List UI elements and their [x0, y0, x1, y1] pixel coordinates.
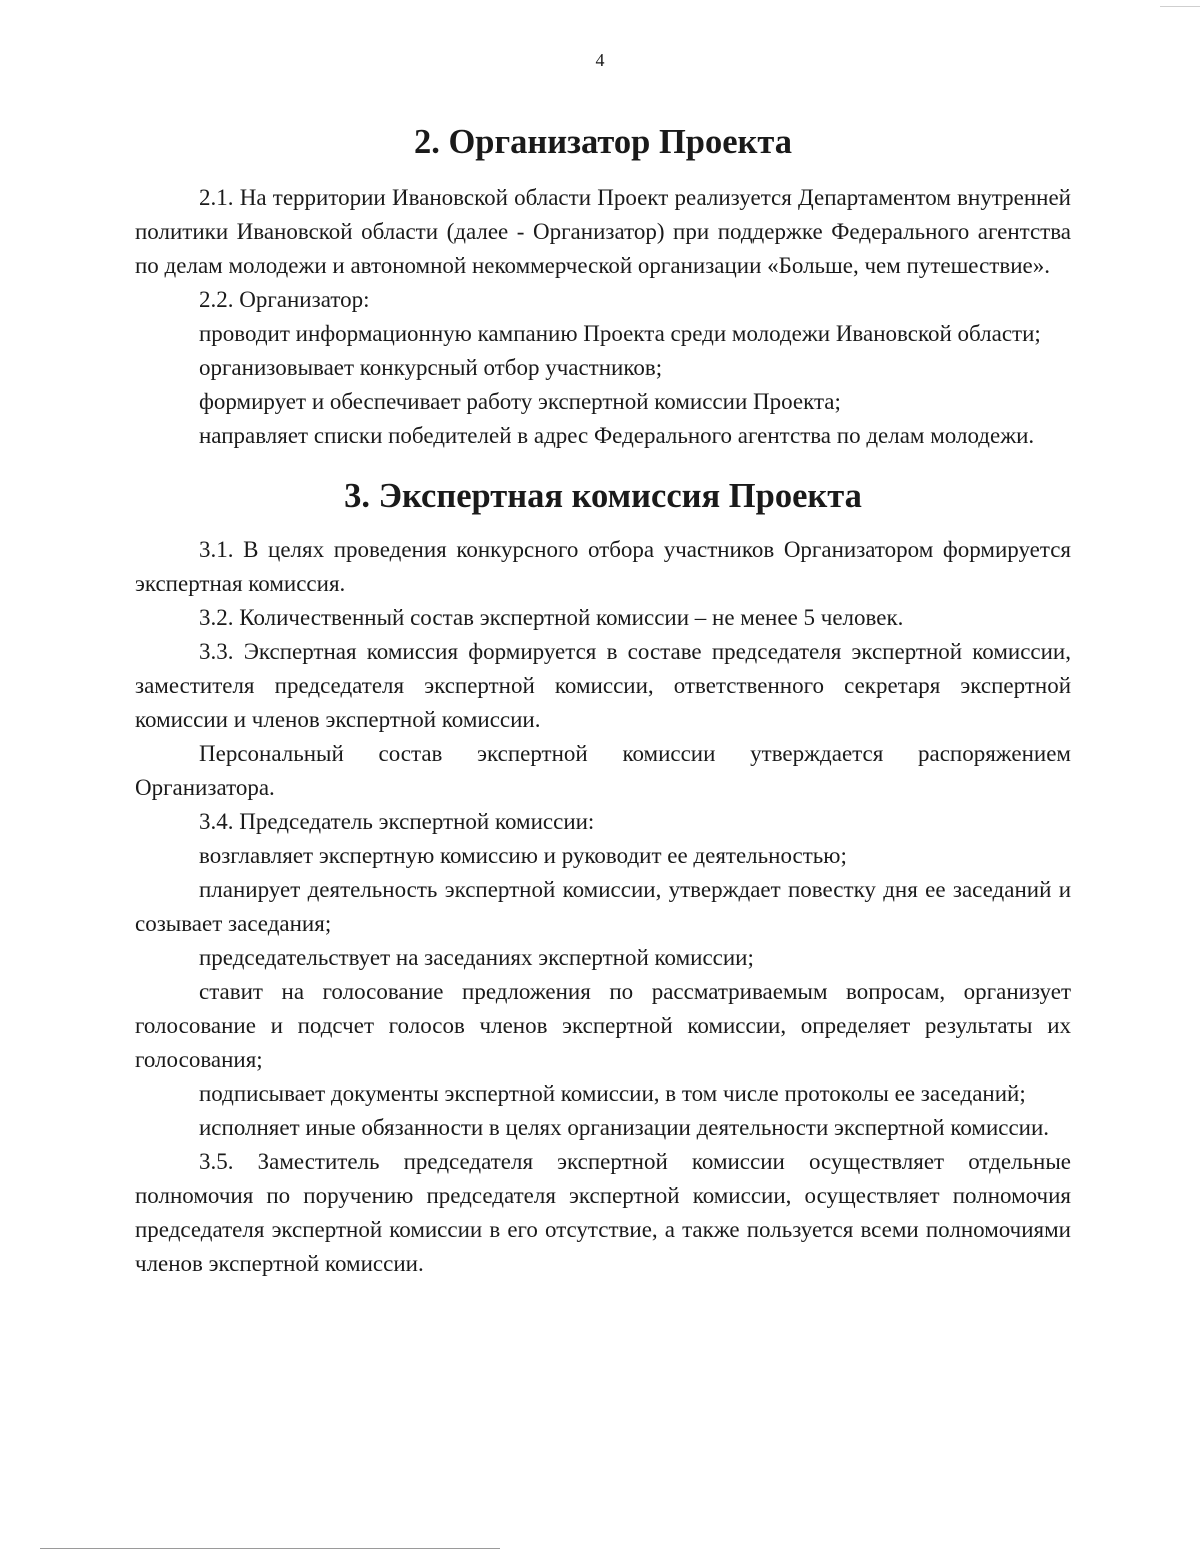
- paragraph: направляет списки победителей в адрес Федерального агентства по делам молодежи.: [199, 423, 1035, 448]
- section-organizer-body: [135, 181, 1071, 453]
- paragraph: подписывает документы экспертной комиссии, в том числе протоколы ее заседаний;: [199, 1081, 1026, 1106]
- paragraph: 3.2. Количественный состав экспертной комиссии – не менее 5 человек.: [199, 605, 904, 630]
- paragraph: исполняет иные обязанности в целях организации деятельности экспертной комиссии.: [199, 1115, 1050, 1140]
- paragraph: 3.3. Экспертная комиссия формируется в составе председателя экспертной комиссии, заместителя председателя экспертной комиссии, ответственного секретаря экспертной комиссии и членов экспертной комиссии.: [135, 639, 1071, 732]
- paragraph: возглавляет экспертную комиссию и руководит ее деятельностью;: [199, 843, 847, 868]
- paragraph: Персональный состав экспертной комиссии утверждается распоряжением Организатора.: [135, 741, 1071, 800]
- document-body: [135, 125, 1071, 1281]
- paragraph: 3.1. В целях проведения конкурсного отбора участников Организатором формируется экспертная комиссия.: [135, 537, 1071, 596]
- paragraph: 2.2. Организатор:: [199, 287, 370, 312]
- section-heading-expert-commission: 3. Экспертная комиссия Проекта: [344, 477, 862, 515]
- section-heading-organizer: 2. Организатор Проекта: [413, 123, 793, 161]
- paragraph: планирует деятельность экспертной комиссии, утверждает повестку дня ее заседаний и созывает заседания;: [135, 877, 1071, 936]
- paragraph: организовывает конкурсный отбор участников;: [199, 355, 663, 380]
- paragraph: 3.5. Заместитель председателя экспертной комиссии осуществляет отдельные полномочия по поручению председателя экспертной комиссии, осуществляет полномочия председателя экспертной комиссии в его отсутствие, а также пользуется всеми полномочиями членов экспертной комиссии.: [135, 1149, 1071, 1276]
- page-number: 4: [595, 50, 605, 70]
- section-expert-commission-body: [135, 533, 1071, 1281]
- paragraph: 2.1. На территории Ивановской области Проект реализуется Департаментом внутренней политики Ивановской области (далее - Организатор) при поддержке Федерального агентства по делам молодежи и автономной некоммерческой организации «Больше, чем путешествие».: [135, 185, 1071, 278]
- paragraph: 3.4. Председатель экспертной комиссии:: [199, 809, 595, 834]
- paragraph: ставит на голосование предложения по рассматриваемым вопросам, организует голосование и подсчет голосов членов экспертной комиссии, определяет результаты их голосования;: [135, 979, 1071, 1072]
- paragraph: формирует и обеспечивает работу экспертной комиссии Проекта;: [199, 389, 841, 414]
- page-bottom-rule: [40, 1548, 500, 1549]
- paragraph: председательствует на заседаниях экспертной комиссии;: [199, 945, 754, 970]
- paragraph: проводит информационную кампанию Проекта среди молодежи Ивановской области;: [199, 321, 1041, 346]
- scan-corner-mark: [1160, 0, 1200, 7]
